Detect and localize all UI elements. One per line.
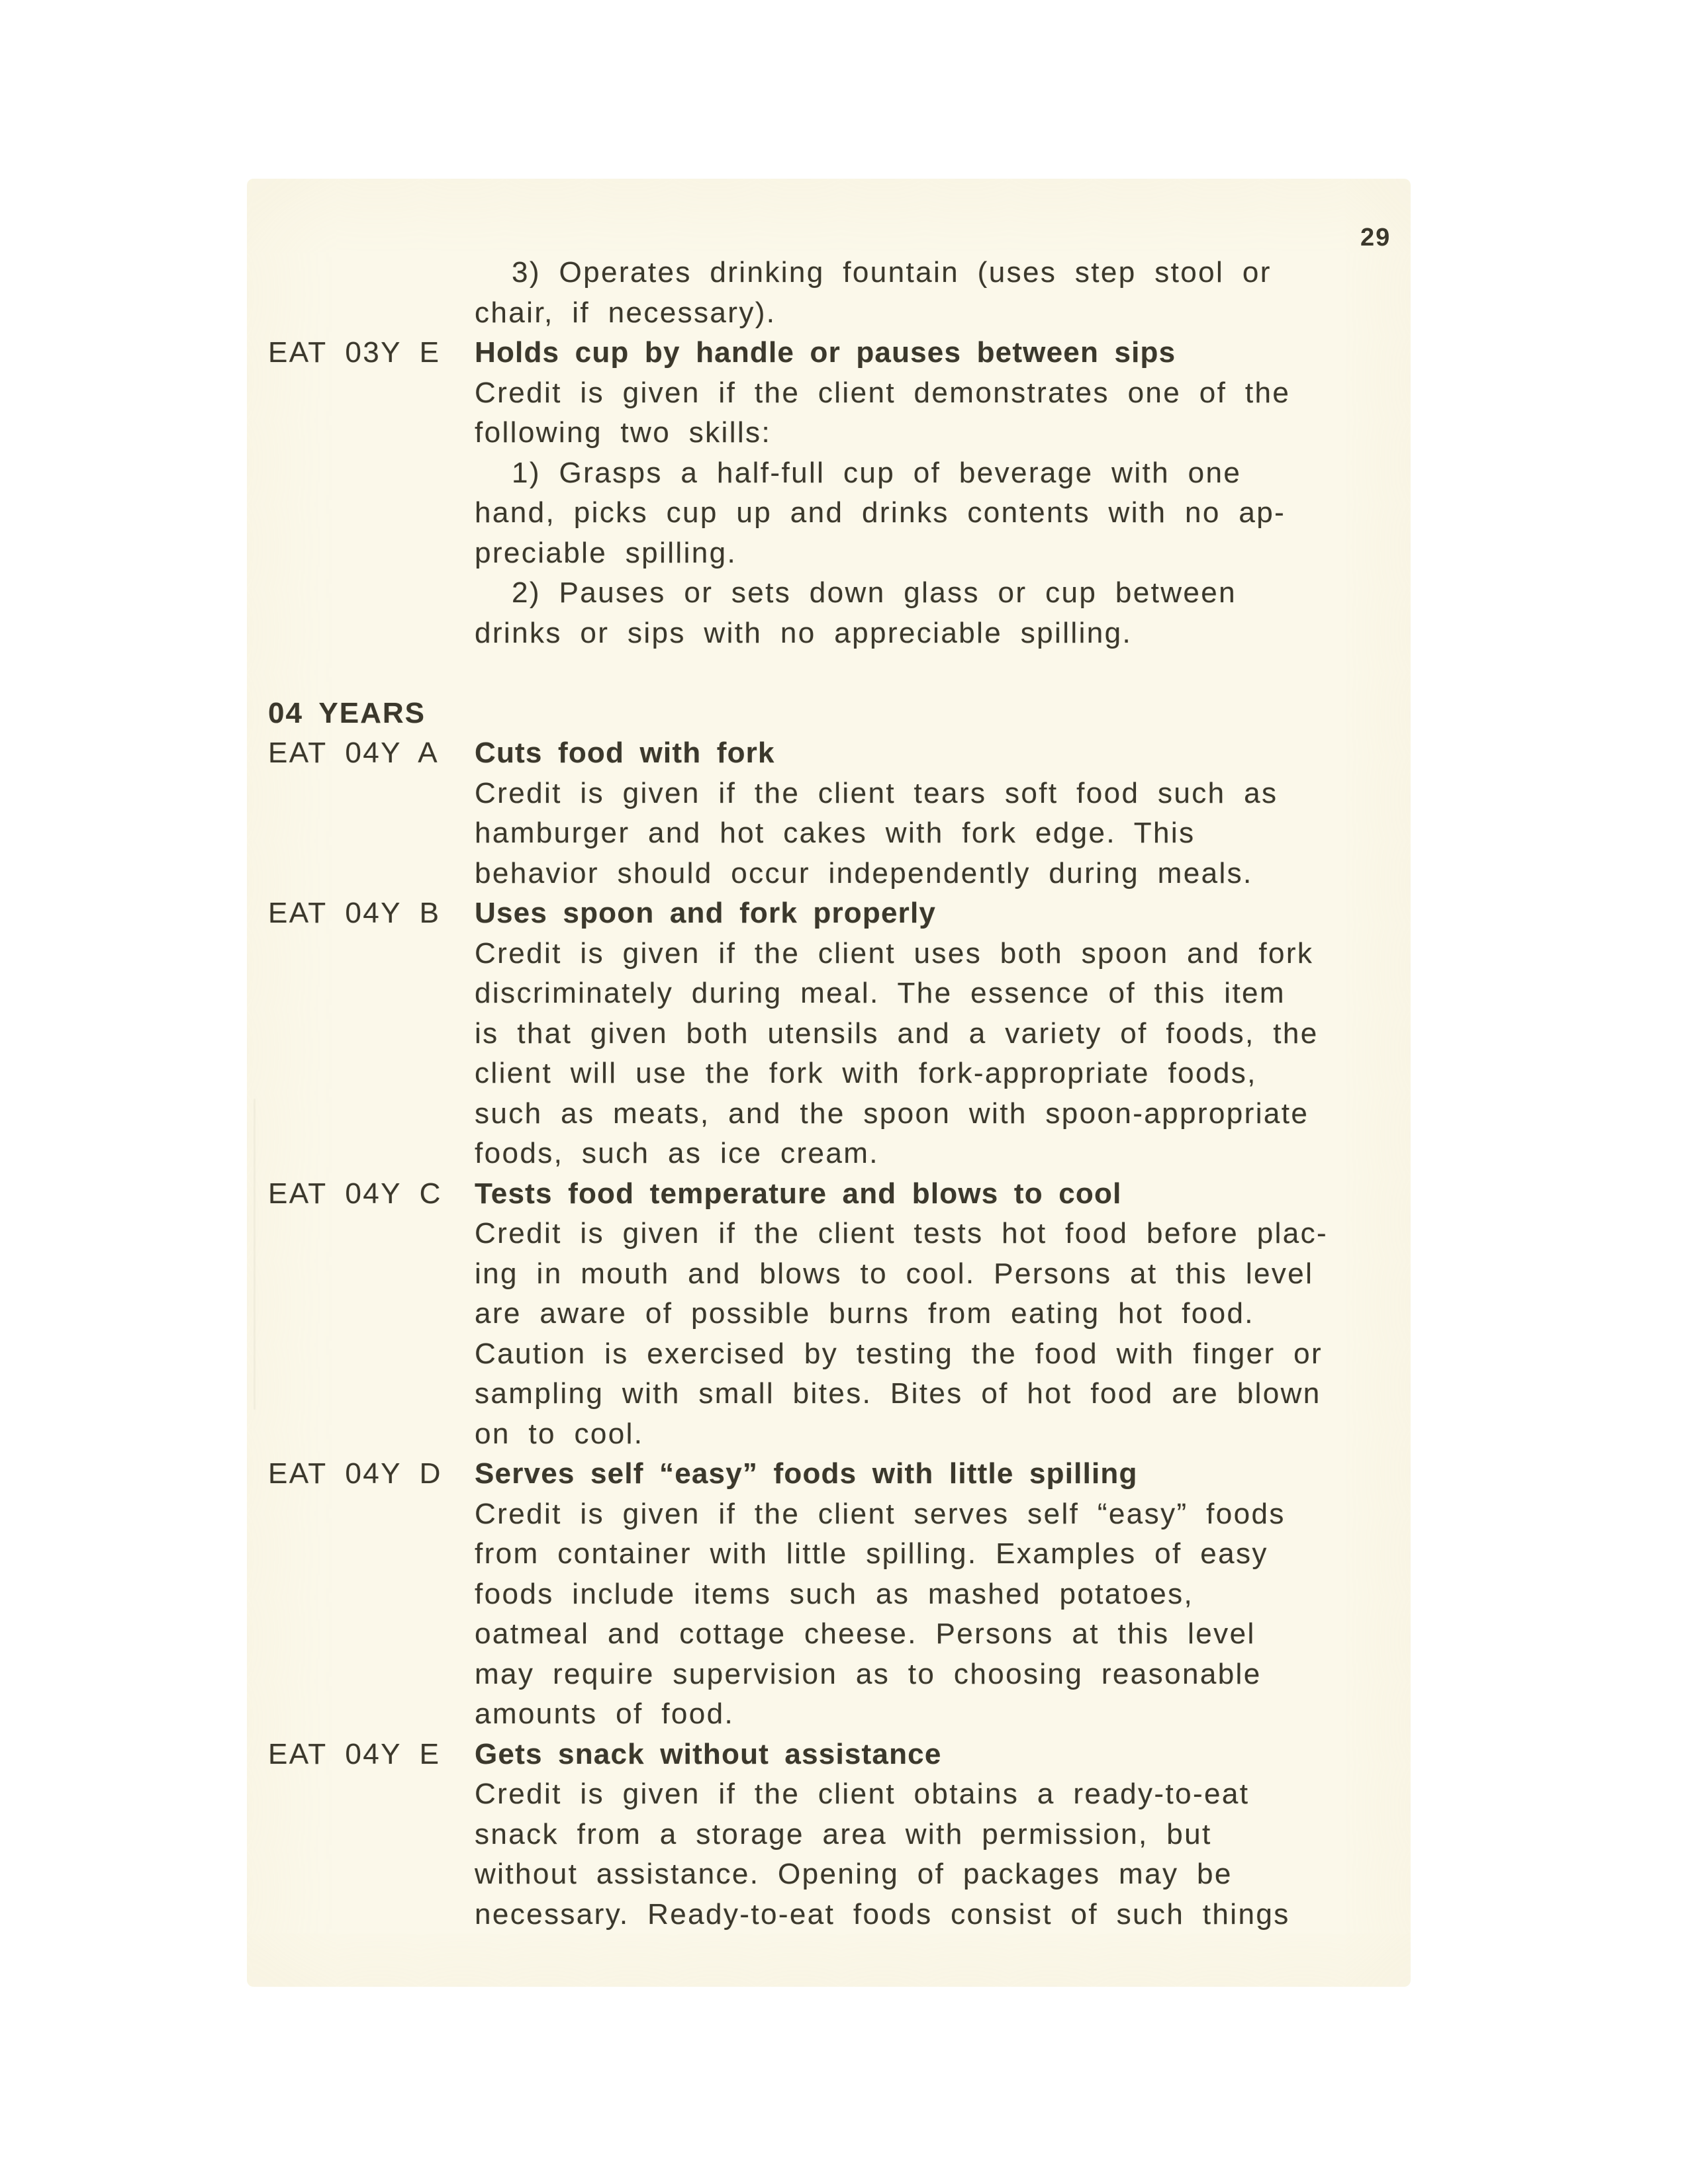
text-line-row xyxy=(247,1254,1411,1295)
body-text-line: chair, if necessary). xyxy=(475,296,776,329)
body-text-line: Credit is given if the client tests hot food before plac- xyxy=(475,1217,1329,1250)
item-heading: Gets snack without assistance xyxy=(475,1737,942,1770)
item-code-label: EAT 04Y C xyxy=(268,1177,442,1210)
body-text-line: client will use the fork with fork-appropriate foods, xyxy=(475,1057,1257,1089)
item-code-label: EAT 04Y E xyxy=(268,1737,441,1770)
body-text-line: following two skills: xyxy=(475,416,772,449)
item-heading: Cuts food with fork xyxy=(475,737,775,769)
item-row xyxy=(247,1735,1411,1775)
body-text-line: drinks or sips with no appreciable spilling. xyxy=(475,616,1133,649)
text-line-row xyxy=(247,1574,1411,1615)
text-line-row xyxy=(247,614,1411,654)
text-line-row xyxy=(247,1014,1411,1054)
body-text-line: discriminately during meal. The essence of this item xyxy=(475,977,1286,1009)
item-row xyxy=(247,1174,1411,1214)
text-line-row xyxy=(247,1494,1411,1535)
body-text-line: snack from a storage area with permission, but xyxy=(475,1817,1212,1850)
text-line-row xyxy=(247,1134,1411,1174)
text-line-row xyxy=(247,573,1411,614)
body-text-line: on to cool. xyxy=(475,1417,644,1450)
text-line-row xyxy=(247,1214,1411,1254)
text-line-row xyxy=(247,934,1411,974)
text-line-row xyxy=(247,1655,1411,1695)
item-row xyxy=(247,1454,1411,1494)
item-code-label: EAT 04Y A xyxy=(268,737,439,769)
text-line-row xyxy=(247,1815,1411,1855)
body-text-line: such as meats, and the spoon with spoon-appropriate xyxy=(475,1097,1309,1130)
text-line-row xyxy=(247,1094,1411,1134)
body-text-line: hamburger and hot cakes with fork edge. This xyxy=(475,817,1196,849)
body-text-line: Credit is given if the client demonstrates one of the xyxy=(475,376,1291,409)
body-text-line: ing in mouth and blows to cool. Persons at this level xyxy=(475,1257,1314,1290)
body-text-line: Caution is exercised by testing the food with finger or xyxy=(475,1337,1323,1370)
body-text-line: may require supervision as to choosing reasonable xyxy=(475,1657,1262,1690)
item-heading: Serves self “easy” foods with little spilling xyxy=(475,1457,1138,1490)
body-text-line: Credit is given if the client obtains a ready-to-eat xyxy=(475,1778,1250,1810)
text-line-row xyxy=(247,1694,1411,1735)
body-text-line: Credit is given if the client uses both spoon and fork xyxy=(475,936,1314,970)
item-row xyxy=(247,893,1411,934)
section-heading-row xyxy=(247,694,1411,734)
text-line-row xyxy=(247,413,1411,453)
text-line-row xyxy=(247,1854,1411,1895)
text-line-row xyxy=(247,1895,1411,1935)
scanned-page xyxy=(247,179,1411,1987)
text-line-row xyxy=(247,1054,1411,1094)
text-line-row xyxy=(247,1294,1411,1334)
text-line-row xyxy=(247,974,1411,1014)
text-line-row xyxy=(247,1614,1411,1655)
text-line-row xyxy=(247,453,1411,494)
body-text-line: from container with little spilling. Examples of easy xyxy=(475,1537,1268,1570)
text-line-row xyxy=(247,1414,1411,1455)
section-heading: 04 YEARS xyxy=(268,696,426,729)
document-rows xyxy=(247,253,1411,1934)
text-line-row xyxy=(247,813,1411,854)
item-code-label: EAT 03Y E xyxy=(268,336,441,369)
item-code-label: EAT 04Y B xyxy=(268,897,441,929)
item-row xyxy=(247,733,1411,774)
text-line-row xyxy=(247,1334,1411,1375)
body-text-line: 2) Pauses or sets down glass or cup between xyxy=(512,576,1237,609)
body-text-line: foods, such as ice cream. xyxy=(475,1137,879,1169)
text-line-row xyxy=(247,253,1411,293)
body-text-line: 1) Grasps a half-full cup of beverage with one xyxy=(512,456,1242,489)
body-text-line: foods include items such as mashed potatoes, xyxy=(475,1577,1194,1610)
text-line-row xyxy=(247,774,1411,814)
text-line-row xyxy=(247,1374,1411,1414)
item-heading: Tests food temperature and blows to cool xyxy=(475,1177,1122,1210)
body-text-line: sampling with small bites. Bites of hot food are blown xyxy=(475,1377,1321,1410)
page-number: 29 xyxy=(1360,224,1391,251)
item-row xyxy=(247,333,1411,373)
text-line-row xyxy=(247,493,1411,533)
item-heading: Holds cup by handle or pauses between sips xyxy=(475,336,1176,369)
body-text-line: oatmeal and cottage cheese. Persons at this level xyxy=(475,1617,1256,1650)
item-heading: Uses spoon and fork properly xyxy=(475,897,937,929)
body-text-line: behavior should occur independently during meals. xyxy=(475,856,1253,889)
text-line-row xyxy=(247,533,1411,574)
body-text-line: amounts of food. xyxy=(475,1698,735,1730)
text-line-row xyxy=(247,854,1411,894)
body-text-line: Credit is given if the client tears soft food such as xyxy=(475,776,1278,809)
item-code-label: EAT 04Y D xyxy=(268,1457,442,1490)
text-line-row xyxy=(247,1534,1411,1574)
text-line-row xyxy=(247,293,1411,334)
body-text-line: 3) Operates drinking fountain (uses step stool or xyxy=(512,256,1272,289)
body-text-line: is that given both utensils and a variety of foods, the xyxy=(475,1017,1319,1050)
body-text-line: hand, picks cup up and drinks contents with no ap- xyxy=(475,496,1286,529)
body-text-line: Credit is given if the client serves self “easy” foods xyxy=(475,1497,1286,1530)
text-line-row xyxy=(247,373,1411,414)
body-text-line: without assistance. Opening of packages may be xyxy=(475,1858,1233,1890)
body-text-line: preciable spilling. xyxy=(475,536,737,569)
body-text-line: necessary. Ready-to-eat foods consist of such things xyxy=(475,1897,1290,1931)
text-line-row xyxy=(247,1774,1411,1815)
body-text-line: are aware of possible burns from eating hot food. xyxy=(475,1297,1254,1330)
